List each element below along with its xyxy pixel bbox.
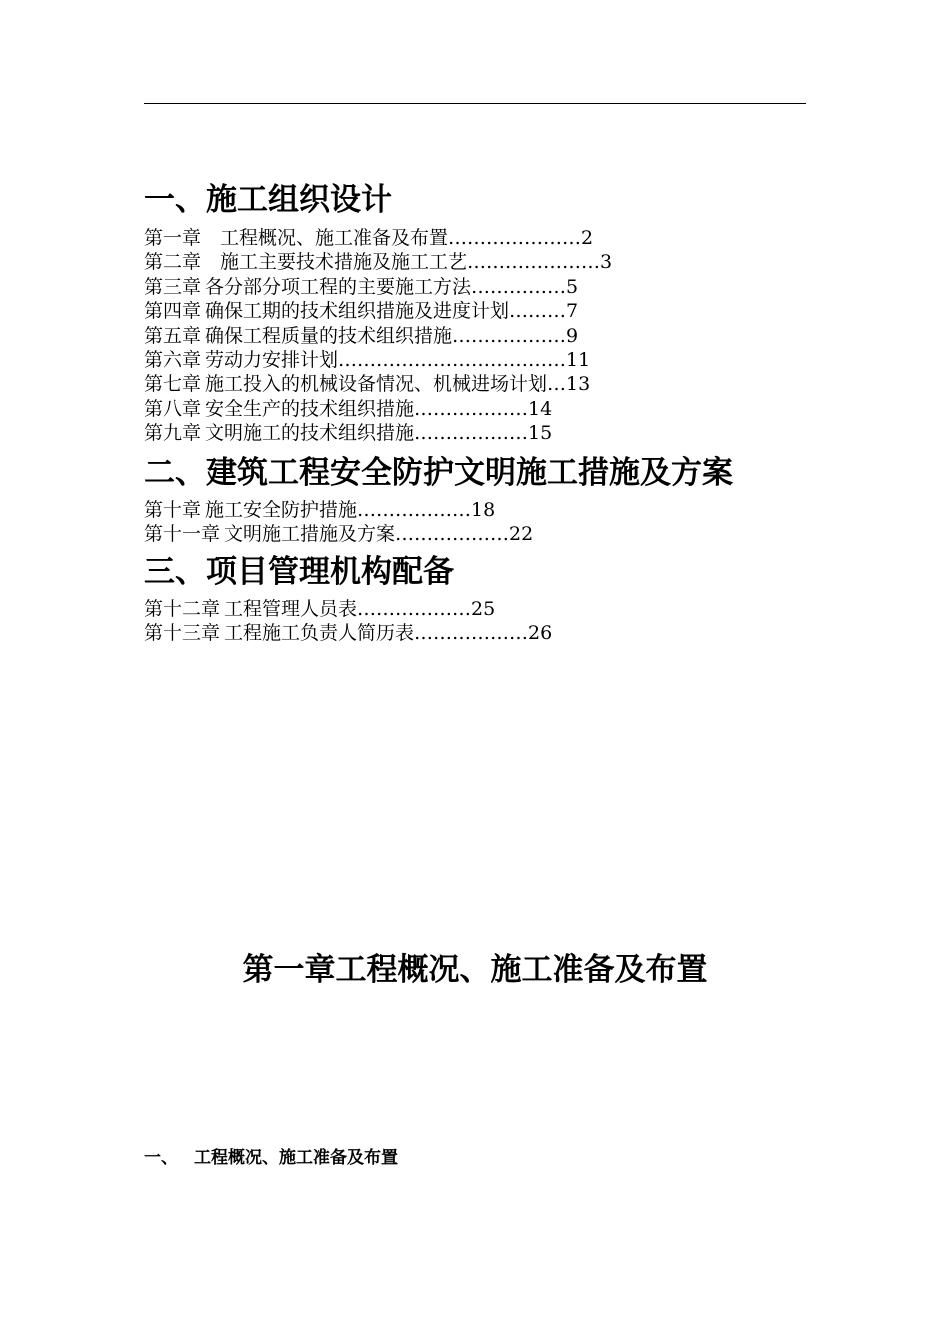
toc-title: 各分部分项工程的主要施工方法: [205, 275, 472, 298]
toc-chapter-number: 第十三章: [144, 622, 221, 645]
toc-page-number: 11: [566, 348, 591, 371]
toc-page-number: 3: [600, 251, 613, 274]
toc-leader: ………………: [414, 422, 529, 445]
toc-entry[interactable]: [144, 226, 612, 250]
toc-list-construction-design: [144, 226, 612, 446]
sub-heading-number: 一、: [144, 1148, 178, 1168]
toc-entry[interactable]: [144, 498, 533, 522]
section-heading-safety-measures: 二、建筑工程安全防护文明施工措施及方案: [144, 455, 733, 491]
toc-leader: ………………: [452, 324, 567, 347]
toc-entry[interactable]: [144, 250, 612, 274]
toc-page-number: 22: [509, 523, 534, 546]
toc-title: 工程施工负责人简历表: [224, 622, 415, 645]
toc-leader: ………………: [395, 523, 510, 546]
toc-page-number: 25: [471, 598, 496, 620]
toc-title: 文明施工的技术组织措施: [205, 422, 415, 445]
toc-leader: ………………: [357, 598, 472, 620]
toc-chapter-number: 第五章: [144, 324, 202, 347]
toc-entry[interactable]: [144, 522, 533, 546]
toc-page-number: 9: [566, 324, 579, 347]
toc-title: 确保工程质量的技术组织措施: [205, 324, 453, 347]
toc-page-number: 14: [528, 397, 553, 420]
header-rule: [144, 103, 806, 104]
toc-title: 安全生产的技术组织措施: [205, 397, 415, 420]
toc-list-safety-measures: [144, 498, 533, 547]
toc-title: 文明施工措施及方案: [224, 523, 396, 546]
toc-chapter-number: 第一章: [144, 227, 202, 249]
toc-page-number: 13: [566, 373, 591, 396]
toc-chapter-number: 第十章: [144, 499, 202, 521]
toc-entry[interactable]: [144, 348, 612, 372]
toc-title: 施工安全防护措施: [205, 499, 358, 521]
toc-chapter-number: 第二章: [144, 251, 202, 274]
sub-heading-text: 工程概况、施工准备及布置: [194, 1148, 398, 1168]
toc-title: 施工主要技术措施及施工工艺: [220, 251, 468, 274]
toc-entry[interactable]: [144, 275, 612, 299]
toc-title: 施工投入的机械设备情况、机械进场计划: [205, 373, 548, 396]
toc-entry[interactable]: [144, 621, 552, 645]
toc-chapter-number: 第六章: [144, 348, 202, 371]
toc-entry[interactable]: [144, 372, 612, 396]
toc-leader: ………………………………: [338, 348, 567, 371]
toc-page-number: 5: [566, 275, 579, 298]
toc-chapter-number: 第十一章: [144, 523, 221, 546]
toc-leader: ………………: [357, 499, 472, 521]
section-heading-project-management: 三、项目管理机构配备: [144, 554, 454, 590]
toc-chapter-number: 第七章: [144, 373, 202, 396]
toc-title: 工程管理人员表: [224, 598, 358, 620]
toc-leader: ………: [509, 300, 567, 323]
toc-entry[interactable]: [144, 397, 612, 421]
toc-entry[interactable]: [144, 324, 612, 348]
chapter-title: 第一章工程概况、施工准备及布置: [242, 952, 708, 988]
toc-entry[interactable]: [144, 597, 552, 621]
toc-page-number: 18: [471, 499, 496, 521]
toc-page-number: 2: [581, 227, 594, 249]
toc-entry[interactable]: [144, 421, 612, 445]
toc-title: 劳动力安排计划: [205, 348, 339, 371]
toc-chapter-number: 第三章: [144, 275, 202, 298]
toc-chapter-number: 第九章: [144, 422, 202, 445]
toc-leader: ………………: [414, 397, 529, 420]
toc-leader: …: [547, 373, 567, 396]
toc-page-number: 7: [566, 300, 579, 323]
toc-leader: ……………: [471, 275, 567, 298]
toc-title: 确保工期的技术组织措施及进度计划: [205, 300, 510, 323]
toc-title: 工程概况、施工准备及布置: [220, 227, 449, 249]
sub-heading: [144, 1146, 398, 1170]
toc-page-number: 15: [528, 422, 553, 445]
toc-leader: …………………: [467, 251, 601, 274]
toc-leader: …………………: [448, 227, 582, 249]
toc-entry[interactable]: [144, 299, 612, 323]
section-heading-construction-design: 一、施工组织设计: [144, 182, 392, 218]
toc-page-number: 26: [528, 622, 553, 645]
toc-chapter-number: 第八章: [144, 397, 202, 420]
toc-chapter-number: 第十二章: [144, 598, 221, 620]
toc-leader: ………………: [414, 622, 529, 645]
toc-chapter-number: 第四章: [144, 300, 202, 323]
toc-list-project-management: [144, 597, 552, 646]
